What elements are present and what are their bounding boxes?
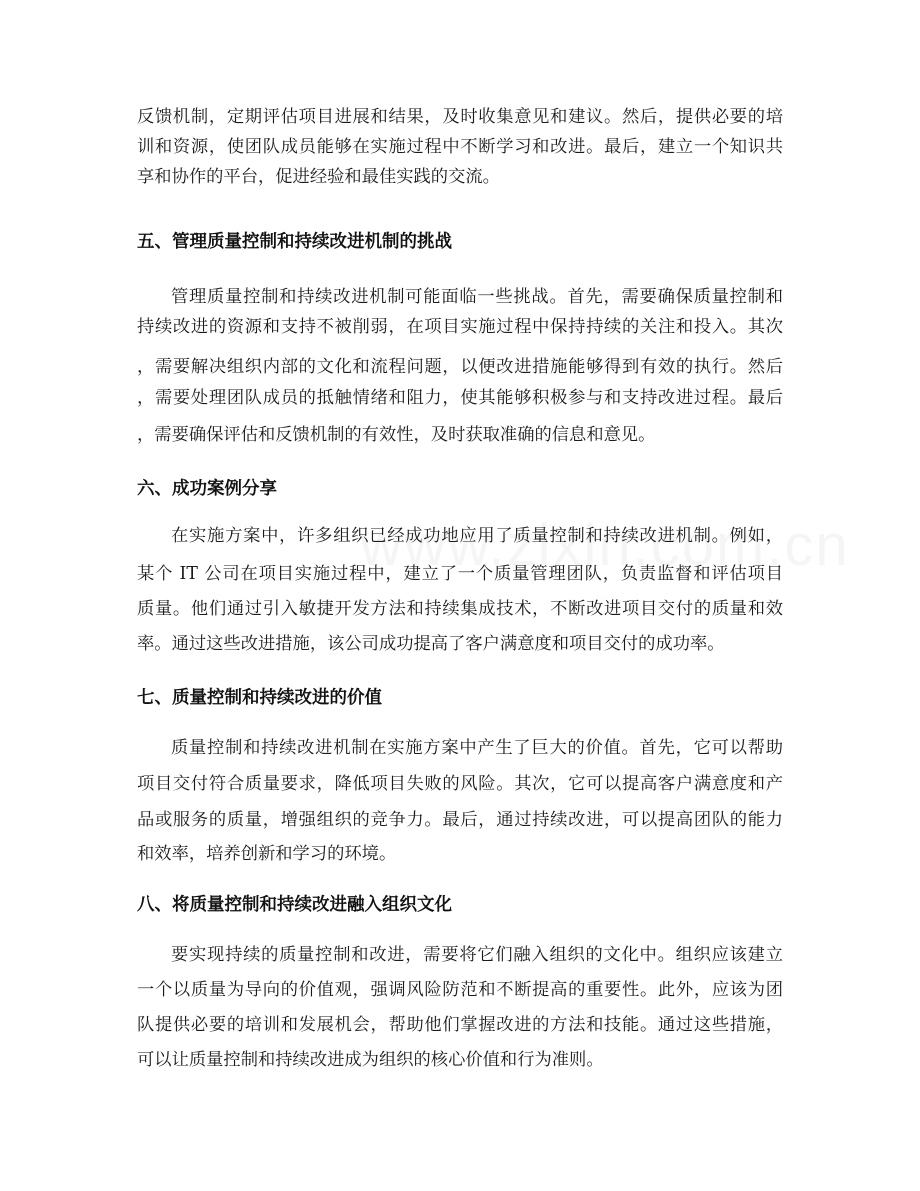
section-8-heading: 八、将质量控制和持续改进融入组织文化 bbox=[137, 895, 452, 915]
section-6-line-1: 在实施方案中，许多组织已经成功地应用了质量控制和持续改进机制。例如， bbox=[171, 526, 783, 546]
intro-line-2: 训和资源，使团队成员能够在实施过程中不断学习和改进。最后，建立一个知识共 bbox=[137, 137, 783, 157]
section-7-line-2: 项目交付符合质量要求，降低项目失败的风险。其次，它可以提高客户满意度和产 bbox=[137, 774, 783, 794]
section-8-line-4: 可以让质量控制和持续改进成为组织的核心价值和行为准则。 bbox=[137, 1050, 604, 1070]
section-5-line-4: ，需要处理团队成员的抵触情绪和阻力，使其能够积极参与和支持改进过程。最后 bbox=[137, 388, 783, 408]
section-6-line-3: 质量。他们通过引入敏捷开发方法和持续集成技术，不断改进项目交付的质量和效 bbox=[137, 599, 783, 619]
section-5-line-2: 持续改进的资源和支持不被削弱，在项目实施过程中保持持续的关注和投入。其次 bbox=[137, 317, 783, 337]
section-8-line-2: 一个以质量为导向的价值观，强调风险防范和不断提高的重要性。此外，应该为团 bbox=[137, 980, 783, 1000]
section-7-line-3: 品或服务的质量，增强组织的竞争力。最后，通过持续改进，可以提高团队的能力 bbox=[137, 810, 783, 830]
section-7-heading: 七、质量控制和持续改进的价值 bbox=[137, 688, 382, 708]
intro-line-1: 反馈机制，定期评估项目进展和结果，及时收集意见和建议。然后，提供必要的培 bbox=[137, 107, 783, 127]
section-7-line-4: 和效率，培养创新和学习的环境。 bbox=[137, 844, 397, 864]
section-5-heading: 五、管理质量控制和持续改进机制的挑战 bbox=[137, 232, 452, 252]
section-6-line-2: 某个 IT 公司在项目实施过程中，建立了一个质量管理团队，负责监督和评估项目 bbox=[137, 564, 783, 584]
section-5-line-3: ，需要解决组织内部的文化和流程问题，以便改进措施能够得到有效的执行。然后 bbox=[137, 357, 783, 377]
section-6-heading: 六、成功案例分享 bbox=[137, 479, 277, 499]
section-5-line-1: 管理质量控制和持续改进机制可能面临一些挑战。首先，需要确保质量控制和 bbox=[171, 287, 783, 307]
section-7-line-1: 质量控制和持续改进机制在实施方案中产生了巨大的价值。首先，它可以帮助 bbox=[171, 738, 783, 758]
section-5-line-5: ，需要确保评估和反馈机制的有效性，及时获取准确的信息和意见。 bbox=[137, 425, 656, 445]
section-6-line-4: 率。通过这些改进措施，该公司成功提高了客户满意度和项目交付的成功率。 bbox=[137, 634, 725, 654]
section-8-line-1: 要实现持续的质量控制和改进，需要将它们融入组织的文化中。组织应该建立 bbox=[171, 945, 783, 965]
intro-line-3: 享和协作的平台，促进经验和最佳实践的交流。 bbox=[137, 167, 500, 187]
section-8-line-3: 队提供必要的培训和发展机会，帮助他们掌握改进的方法和技能。通过这些措施， bbox=[137, 1015, 783, 1035]
